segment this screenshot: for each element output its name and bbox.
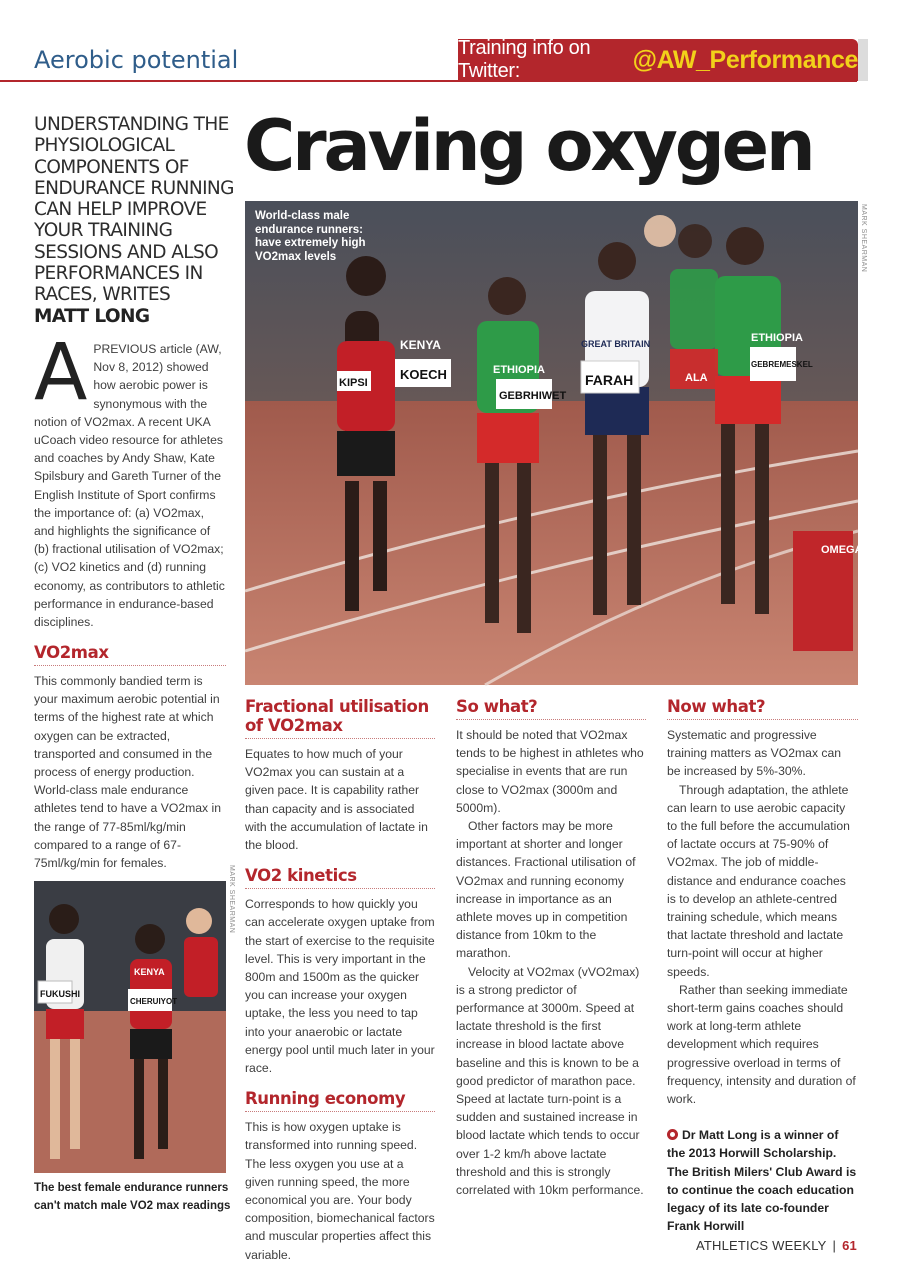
economy-text: This is how oxygen uptake is transformed into running speed. The less oxygen you use at a given running speed, the more economical you are. Your body composition, biomechanical factors and muscular properties affect this variable. bbox=[245, 1120, 435, 1262]
fractional-heading: Fractional utilisation of VO2max bbox=[245, 697, 435, 739]
small-bib-fukushi: FUKUSHI bbox=[40, 989, 80, 999]
bib-gebrhiwet: GEBRHIWET bbox=[499, 390, 567, 402]
author-bio bbox=[667, 1126, 858, 1235]
footer-separator: | bbox=[832, 1238, 837, 1253]
small-bib-kenya: KENYA bbox=[134, 967, 165, 977]
section-fractional bbox=[245, 697, 435, 854]
small-photo bbox=[34, 881, 226, 1173]
section-vo2max bbox=[34, 643, 226, 872]
so-what-p2: Other factors may be more important at shorter and longer distances. Fractional utilisation of VO2max and running economy increase in importance as an athlete moves up in competition distance from 10km to the marathon. bbox=[456, 819, 636, 961]
omega-sign: OMEGA bbox=[821, 544, 863, 556]
bib-kenya: KENYA bbox=[400, 338, 441, 352]
page-number: 61 bbox=[842, 1238, 857, 1253]
bib-ala: ALA bbox=[685, 372, 708, 384]
column-3 bbox=[456, 697, 646, 1199]
section-economy bbox=[245, 1089, 435, 1264]
kinetics-heading: VO2 kinetics bbox=[245, 866, 435, 889]
bib-kipsi: KIPSI bbox=[339, 377, 368, 389]
so-what-p3: Velocity at VO2max (vVO2max) is a strong predictor of performance at 3000m. Speed at lactate threshold is the first increase in blood lactate above baseline and this is known to be a good predictor of marathon pace. Speed at lactate turn-point is a sudden and sustained increase in blood lactate which tends to occur over 1-2 km/h above lactate threshold and this is strongly correlated with 10km performance. bbox=[456, 964, 644, 1198]
small-photo-caption: The best female endurance runners can't match male VO2 max readings bbox=[34, 1182, 231, 1212]
article-title: Craving oxygen bbox=[244, 105, 813, 187]
main-photo-credit: MARK SHEARMAN bbox=[860, 204, 867, 273]
standfirst-text: UNDERSTANDING THE PHYSIOLOGICAL COMPONENTS OF ENDURANCE RUNNING CAN HELP IMPROVE YOUR TRAINING SESSIONS AND ALSO PERFORMANCES IN RACES, WRITES bbox=[34, 114, 234, 306]
now-what-p3: Rather than seeking immediate short-term gains coaches should work at long-term athlete development which requires progressive overload in terms of frequency, intensity and duration of work. bbox=[667, 982, 856, 1107]
small-bib-cheruiyot: CHERUIYOT bbox=[130, 997, 178, 1006]
twitter-banner bbox=[458, 39, 858, 81]
section-kinetics bbox=[245, 866, 435, 1077]
women-race-illustration bbox=[34, 881, 226, 1173]
main-photo-caption: World-class male endurance runners: have extremely high VO2max levels bbox=[255, 210, 366, 263]
so-what-heading: So what? bbox=[456, 697, 646, 720]
column-2 bbox=[245, 697, 435, 1276]
bib-ethiopia-1: ETHIOPIA bbox=[493, 364, 545, 376]
economy-heading: Running economy bbox=[245, 1089, 435, 1112]
intro-body: PREVIOUS article (AW, Nov 8, 2012) showed how aerobic power is synonymous with the notion of VO2max. A recent UKA uCoach video resource for athletes and coaches by Andy Shaw, Kate Spilsbury and Gareth Turner of the English Institute of Sport confirms the importance of: (a) VO2max, and highlights the significance of (b) fractional utilisation of VO2max; (c) VO2 kinetics and (d) running economy, as contributors to athletic performance in endurance-based disciplines. bbox=[34, 342, 225, 630]
vo2max-heading: VO2max bbox=[34, 643, 226, 666]
now-what-heading: Now what? bbox=[667, 697, 858, 720]
twitter-label: Training info on Twitter: bbox=[458, 37, 591, 82]
so-what-p1: It should be noted that VO2max tends to be highest in athletes who specialise in events that are run close to VO2max (3000m and 5000m). bbox=[456, 728, 644, 815]
bib-farah: FARAH bbox=[585, 372, 634, 388]
kinetics-text: Corresponds to how quickly you can accelerate oxygen uptake from the start of exercise to the requisite level. This is very important in the 800m and 1500m as the quicker you can increase your oxygen uptake, the less you need to tap into your anaerobic or lactate energy pool until much later in your race. bbox=[245, 897, 435, 1076]
bib-gb: GREAT BRITAIN bbox=[581, 339, 651, 349]
page-footer bbox=[696, 1238, 857, 1253]
fractional-text: Equates to how much of your VO2max you can sustain at a given pace. It is capability rather than capacity and is associated with the accumulation of lactate in the blood. bbox=[245, 747, 428, 853]
bib-gebremeskel: GEBREMESKEL bbox=[751, 360, 813, 369]
twitter-handle[interactable]: @AW_Performance bbox=[632, 45, 858, 74]
now-what-p2: Through adaptation, the athlete can learn to use aerobic capacity to the full before the accumulation of lactate occurs at 75-90% of VO2max. The job of middle-distance and endurance coaches is to develop an athlete-centred training schedule, which means that lactate threshold and lactate turn-point will occur at higher speeds. bbox=[667, 782, 850, 979]
byline: MATT LONG bbox=[34, 305, 150, 327]
corner-tab bbox=[858, 39, 868, 81]
bib-ethiopia-2: ETHIOPIA bbox=[751, 332, 803, 344]
small-photo-credit: MARK SHEARMAN bbox=[228, 865, 235, 934]
main-photo bbox=[245, 201, 863, 685]
standfirst bbox=[34, 114, 234, 327]
column-4 bbox=[667, 697, 858, 1235]
dropcap: A bbox=[34, 328, 88, 418]
publication-name: ATHLETICS WEEKLY bbox=[695, 1238, 827, 1253]
intro-text bbox=[34, 328, 226, 631]
bullet-icon bbox=[667, 1129, 678, 1140]
section-label: Aerobic potential bbox=[34, 46, 239, 74]
bib-koech: KOECH bbox=[400, 367, 447, 382]
vo2max-text: This commonly bandied term is your maximum aerobic potential in terms of the highest rate at which oxygen can be extracted, transported and consumed in the process of energy production. World-class male endurance athletes tend to have a VO2max in the range of 77-85ml/kg/min compared to a range of 67-75ml/kg/min for females. bbox=[34, 674, 221, 871]
race-illustration bbox=[245, 201, 863, 685]
now-what-p1: Systematic and progressive training matters as VO2max can be increased by 5%-30%. bbox=[667, 728, 842, 779]
author-bio-text: Dr Matt Long is a winner of the 2013 Horwill Scholarship. The British Milers' Club Award is to continue the coach education legacy of its late co-founder Frank Horwill bbox=[667, 1128, 857, 1234]
